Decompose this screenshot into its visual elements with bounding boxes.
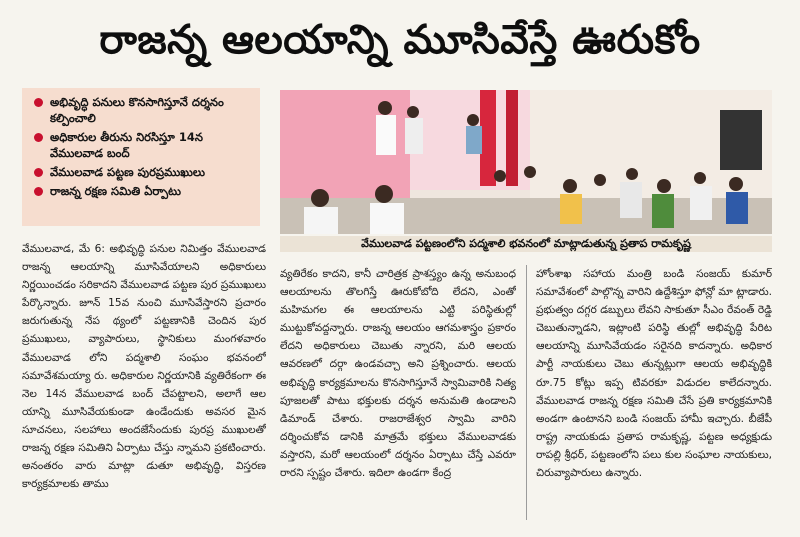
article-body-text: హోంశాఖ సహాయ మంత్రి బండి సంజయ్ కుమార్ సమావేశంలో పాల్గొన్న వారిని ఉద్దేశిస్తూ ఫోన్లో మా ట్లాడారు. ప్రభుత్వం దగ్గర డబ్బులు లేవని సాకుతూ సీఎం రేవంత్ రెడ్డి చెబుతున్నాడని, ఇట్లాంటి పరిస్థి తుల్లో అభివృద్ధి పేరిట ఆలయాన్ని మూసివేయడం సరైనది కాదన్నారు. అధికార పార్టీ నాయకులు చెబు తున్నట్లుగా ఆలయ అభివృద్ధికి రూ.75 కోట్లు ఇప్ప టివరకూ విడుదల కాలేదన్నారు. వేములవాడ రాజన్న రక్షణ సమితి చేసే ప్రతి కార్యక్రమానికి అండగా ఉంటానని బండి సంజయ్ హామీ ఇచ్చారు. బీజేపీ రాష్ట్ర నాయకుడు ప్రతాప రామకృష్ణ, పట్టణ అధ్యక్షుడు రాపల్లి శ్రీధర్, పట్టణంలోని పలు కుల సంఘాల నాయకులు, చిరువ్యాపారులు ఉన్నారు. — [536, 268, 772, 480]
news-photo — [280, 90, 772, 234]
bullet-icon — [34, 133, 43, 142]
highlight-text: అభివృద్ధి పనులు కొనసాగిస్తూనే దర్శనం కల్పించాలి — [50, 95, 224, 125]
column-divider — [526, 265, 527, 520]
article-column-1 — [22, 240, 266, 526]
highlight-item — [28, 164, 254, 180]
bullet-icon — [34, 98, 43, 107]
bullet-icon — [34, 187, 43, 196]
article-body-text: వేములవాడ, మే 6: అభివృద్ధి పనుల నిమిత్తం వేములవాడ రాజన్న ఆలయాన్ని మూసివేయాలని అధికారులు నిర్ణయించడం సరికాదని వేములవాడ పట్టణ పుర ప్రముఖులు పేర్కొన్నారు. జూన్ 15వ నుంచి మూసివేస్తారని ప్రచారం జరుగుతున్న నేప థ్యంలో పట్టణానికి చెందిన పుర ప్రముఖులు, వ్యాపారులు, స్థానికులు మంగళవారం వేములవాడ లోని పద్మశాలి సంఘం భవనంలో సమావేశమయ్యా రు. అధికారుల నిర్ణయానికి వ్యతిరేకంగా ఈ నెల 14న వేములవాడ బంద్ చేపట్టాలని, అలాగే ఆల యాన్ని మూసివేయకుండా ఉండేందుకు అవసర మైన సూచనలు, సలహాలు అందజేసేందుకు పురప్ర ముఖులతో రాజన్న రక్షణ సమితిని ఏర్పాటు చేస్తు న్నామని ప్రకటించారు. అనంతరం వారు మాట్లా డుతూ అభివృద్ధి, విస్తరణ కార్యక్రమాలకు తాము — [22, 243, 266, 491]
highlight-item — [28, 129, 254, 161]
highlight-item — [28, 94, 254, 126]
highlights-box — [22, 88, 260, 226]
article-column-3 — [536, 265, 772, 527]
meeting-photo-illustration — [280, 90, 772, 234]
headline: రాజన్న ఆలయాన్ని మూసివేస్తే ఊరుకోం — [99, 17, 701, 63]
bullet-icon — [34, 168, 43, 177]
highlight-text: అధికారుల తీరును నిరసిస్తూ 14న వేములవాడ బంద్ — [50, 130, 203, 160]
highlight-text: రాజన్న రక్షణ సమితి ఏర్పాటు — [50, 184, 181, 198]
article-column-2 — [280, 265, 516, 527]
photo-caption: వేములవాడ పట్టణంలోని పద్మశాలి భవనంలో మాట్లాడుతున్న ప్రతాప రామకృష్ణ — [280, 236, 772, 252]
highlight-text: వేములవాడ పట్టణ పురప్రముఖులు — [50, 165, 206, 179]
highlight-item — [28, 183, 254, 199]
article-body-text: వ్యతిరేకం కాదని, కానీ చారిత్రక ప్రాశస్త్యం ఉన్న అనుబంధ ఆలయాలను తొలగిస్తే ఊరుకోబోది లేదని, ఎంతో మహిమగల ఈ ఆలయాలను ఎట్టి పరిస్థితుల్లో ముట్టుకోవద్దన్నారు. రాజన్న ఆలయం ఆగమశాస్త్రం ప్రకారం లేదని అధికారులు చెబుతు న్నారని, మరి ఆలయ ఆవరణలో దర్గా ఉండవచ్చా అని ప్రశ్నించారు. ఆలయ అభివృద్ధి కార్యక్రమాలను కొనసాగిస్తూనే స్వామివారికి నిత్య పూజలతో పాటు భక్తులకు దర్శన అనుమతి ఉండాలని డిమాండ్ చేశారు. రాజరాజేశ్వర స్వామి వారిని దర్శించుకోవ డానికి మాత్రమే భక్తులు వేములవాడకు వస్తారని, మరో ఆలయంలో దర్శనం ఏర్పాటు చేస్తే ఎవరూ రారని స్పష్టం చేశారు. ఇదిలా ఉండగా కేంద్ర — [280, 268, 516, 480]
